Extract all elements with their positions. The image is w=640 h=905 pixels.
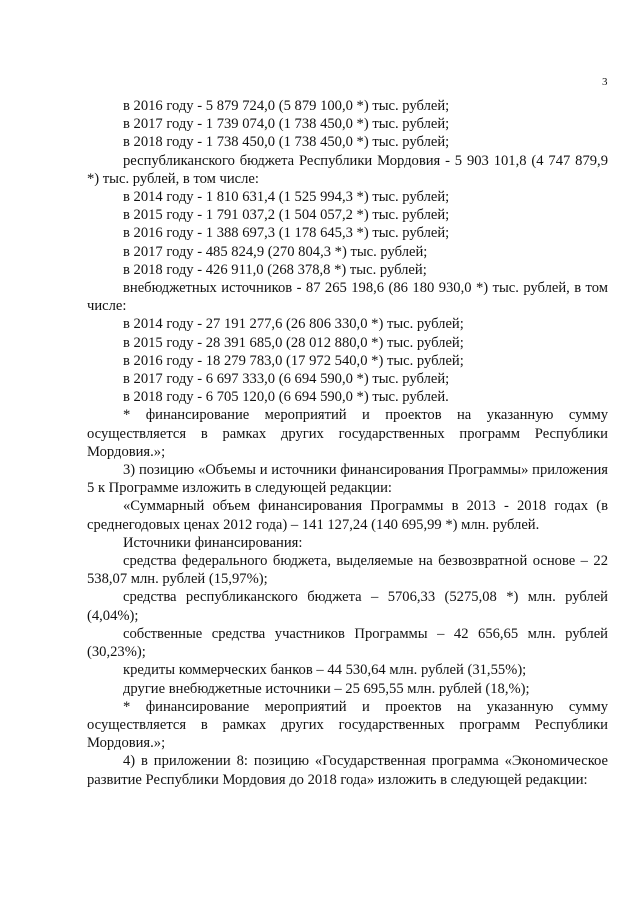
paragraph-sources-heading: Источники финансирования: <box>123 534 303 551</box>
paragraph-2016-republican: в 2016 году - 1 388 697,3 (1 178 645,3 *) тыс. рублей; <box>123 225 450 242</box>
paragraph-2015-extrabudgetary: в 2015 году - 28 391 685,0 (28 012 880,0 *) тыс. рублей; <box>123 334 464 351</box>
paragraph-2017-republican: в 2017 году - 485 824,9 (270 804,3 *) тыс. рублей; <box>123 243 428 260</box>
paragraph-2014-extrabudgetary: в 2014 году - 27 191 277,6 (26 806 330,0 *) тыс. рублей; <box>123 316 464 333</box>
paragraph-republican-funds: средства республиканского бюджета – 5706,33 (5275,08 *) млн. рублей (4,04%); <box>87 589 608 624</box>
paragraph-footnote-2: * финансирование мероприятий и проектов на указанную сумму осуществляется в рамках других государственных программ Республики Мордовия.»; <box>87 698 608 752</box>
paragraph-2018-extrabudgetary: в 2018 году - 6 705 120,0 (6 694 590,0 *) тыс. рублей. <box>123 389 449 406</box>
paragraph-2016-federal: в 2016 году - 5 879 724,0 (5 879 100,0 *) тыс. рублей; <box>123 98 450 114</box>
paragraph-other-sources: другие внебюджетные источники – 25 695,55 млн. рублей (18,%); <box>123 680 530 697</box>
paragraph-extrabudgetary: внебюджетных источников - 87 265 198,6 (86 180 930,0 *) тыс. рублей, в том числе: <box>87 280 608 315</box>
page-number: 3 <box>602 76 608 88</box>
paragraph-2018-republican: в 2018 году - 426 911,0 (268 378,8 *) тыс. рублей; <box>123 261 427 278</box>
paragraph-footnote-1: * финансирование мероприятий и проектов на указанную сумму осуществляется в рамках других государственных программ Республики Мордовия.»; <box>87 407 608 460</box>
paragraph-2015-republican: в 2015 году - 1 791 037,2 (1 504 057,2 *) тыс. рублей; <box>123 207 450 224</box>
paragraph-2017-extrabudgetary: в 2017 году - 6 697 333,0 (6 694 590,0 *) тыс. рублей; <box>123 371 450 388</box>
paragraph-item-4: 4) в приложении 8: позицию «Государственная программа «Экономическое развитие Республики Мордовия до 2018 года» изложить в следующей редакции: <box>87 753 608 788</box>
paragraph-2018-federal: в 2018 году - 1 738 450,0 (1 738 450,0 *) тыс. рублей; <box>123 134 450 151</box>
paragraph-item-3: 3) позицию «Объемы и источники финансирования Программы» приложения 5 к Программе изложить в следующей редакции: <box>87 462 608 497</box>
paragraph-own-funds: собственные средства участников Программы – 42 656,65 млн. рублей (30,23%); <box>87 625 608 661</box>
paragraph-total-volume: «Суммарный объем финансирования Программы в 2013 - 2018 годах (в среднегодовых ценах 2012 года) – 141 127,24 (140 695,99 *) млн. рублей. <box>87 498 608 533</box>
paragraph-2014-republican: в 2014 году - 1 810 631,4 (1 525 994,3 *) тыс. рублей; <box>123 189 450 206</box>
paragraph-bank-credits: кредиты коммерческих банков – 44 530,64 млн. рублей (31,55%); <box>123 662 527 679</box>
paragraph-federal-funds: средства федерального бюджета, выделяемые на безвозвратной основе – 22 538,07 млн. рублей (15,97%); <box>87 553 608 588</box>
paragraph-2017-federal: в 2017 году - 1 739 074,0 (1 738 450,0 *) тыс. рублей; <box>123 116 450 133</box>
paragraph-republican-budget: республиканского бюджета Республики Мордовия - 5 903 101,8 (4 747 879,9 *) тыс. рублей, в том числе: <box>87 152 608 187</box>
document-body <box>87 97 608 789</box>
paragraph-2016-extrabudgetary: в 2016 году - 18 279 783,0 (17 972 540,0 *) тыс. рублей; <box>123 352 464 369</box>
